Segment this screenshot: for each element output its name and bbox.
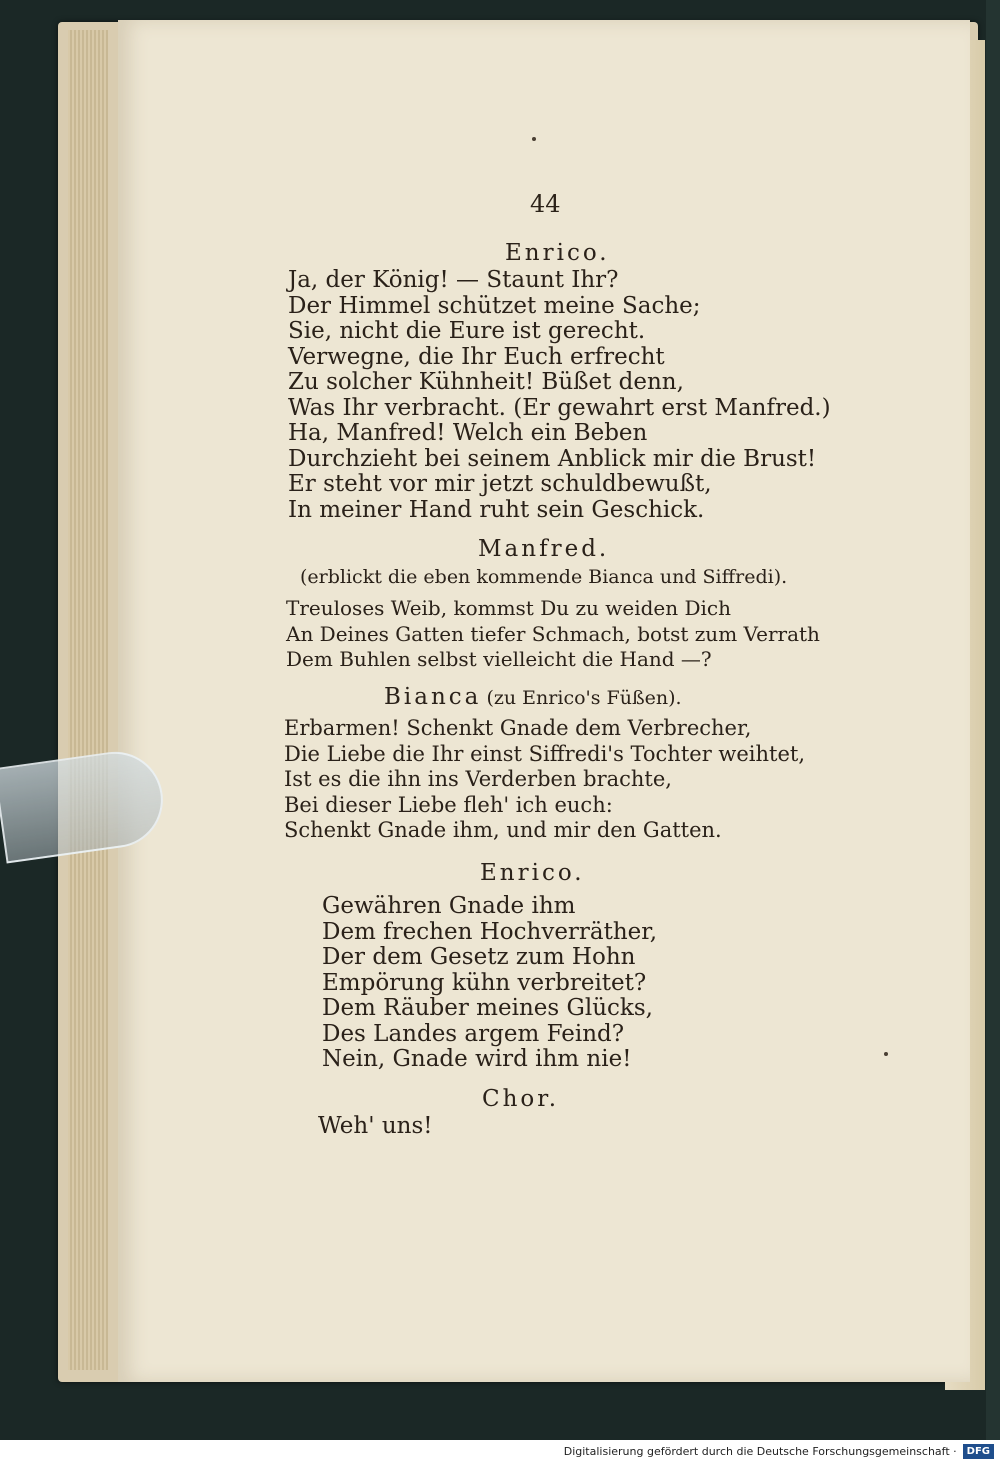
verse-line: Ha, Manfred! Welch ein Beben — [288, 420, 648, 446]
speaker-enrico: Enrico. — [505, 240, 610, 266]
verse-line: Dem frechen Hochverräther, — [322, 918, 658, 945]
ink-speck — [532, 137, 536, 141]
verse-line: Ja, der König! — Staunt Ihr? — [288, 267, 619, 293]
verse-line: Des Landes argem Feind? — [322, 1020, 625, 1047]
verse-line: Dem Räuber meines Glücks, — [322, 995, 653, 1021]
enrico-verse — [322, 894, 657, 1073]
verse-line: An Deines Gatten tiefer Schmach, botst zum Verrath — [286, 621, 820, 646]
chor-verse — [318, 1114, 433, 1140]
verse-line: Treuloses Weib, kommst Du zu weiden Dich — [286, 596, 731, 620]
verse-line: In meiner Hand ruht sein Geschick. — [288, 496, 705, 523]
verse-line: Weh' uns! — [318, 1113, 433, 1139]
verse-line: Dem Buhlen selbst vielleicht die Hand —? — [286, 647, 712, 671]
dfg-logo: DFG — [963, 1444, 994, 1459]
speaker-manfred: Manfred. — [478, 536, 610, 562]
verse-line: Durchzieht bei seinem Anblick mir die Brust! — [288, 445, 817, 472]
verse-line: Zu solcher Kühnheit! Büßet denn, — [288, 369, 684, 395]
verse-line: Die Liebe die Ihr einst Siffredi's Tochter weihtet, — [284, 741, 806, 766]
verse-line: Er steht vor mir jetzt schuldbewußt, — [288, 471, 712, 497]
verse-line: Ist es die ihn ins Verderben brachte, — [284, 767, 672, 791]
verse-line: Sie, nicht die Eure ist gerecht. — [288, 318, 646, 344]
verse-line: Nein, Gnade wird ihm nie! — [322, 1046, 632, 1072]
bianca-heading — [384, 684, 682, 710]
verse-line: Erbarmen! Schenkt Gnade dem Verbrecher, — [284, 716, 752, 740]
verse-line: Empörung kühn verbreitet? — [322, 969, 647, 996]
verse-line: Bei dieser Liebe fleh' ich euch: — [284, 792, 613, 817]
stage-direction: (zu Enrico's Füßen). — [486, 687, 682, 709]
speaker-enrico: Enrico. — [480, 860, 585, 886]
verse-line: Was Ihr verbracht. (Er gewahrt erst Manfred.) — [288, 394, 831, 421]
page-edges — [68, 30, 108, 1370]
verse-line: Schenkt Gnade ihm, und mir den Gatten. — [284, 818, 722, 842]
funding-notice: Digitalisierung gefördert durch die Deutsche Forschungsgemeinschaft · — [563, 1445, 957, 1458]
verse-line: Gewähren Gnade ihm — [322, 893, 576, 919]
enrico-verse — [288, 268, 831, 523]
verse-line: Verwegne, die Ihr Euch erfrecht — [288, 343, 665, 370]
scanner-border — [986, 0, 1000, 1440]
manfred-verse — [286, 596, 820, 673]
digitization-footer — [0, 1440, 1000, 1463]
page-number: 44 — [530, 190, 561, 218]
ink-speck — [884, 1052, 888, 1056]
stage-direction: (erblickt die eben kommende Bianca und Siffredi). — [300, 566, 788, 588]
verse-line: Der dem Gesetz zum Hohn — [322, 944, 636, 970]
speaker-bianca: Bianca — [384, 684, 482, 710]
bianca-verse — [284, 716, 805, 844]
speaker-chor: Chor. — [482, 1086, 560, 1112]
verse-line: Der Himmel schützet meine Sache; — [288, 292, 701, 319]
